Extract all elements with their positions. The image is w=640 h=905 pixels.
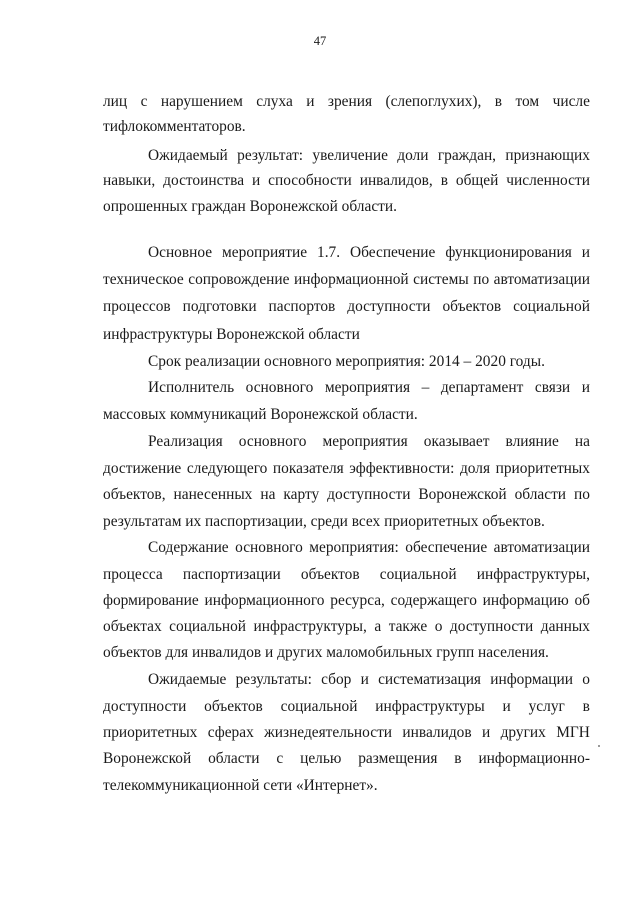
- word: граждан,: [437, 147, 497, 164]
- word: в: [454, 750, 462, 767]
- word: паспортизации: [182, 566, 281, 583]
- word: о: [434, 618, 443, 635]
- word: Обеспечение: [350, 244, 436, 261]
- word: размещения: [358, 750, 438, 767]
- word: Основное: [148, 244, 213, 261]
- word: объектов: [300, 566, 360, 583]
- word: инвалидов: [402, 724, 472, 741]
- word: с: [276, 750, 284, 767]
- word: социальной: [513, 298, 590, 315]
- word: основного: [245, 379, 314, 396]
- word: информацию: [482, 592, 569, 609]
- word: инфраструктуры,: [253, 618, 367, 635]
- line-text: тифлокомментаторов.: [103, 118, 246, 135]
- word: навыки,: [103, 172, 156, 189]
- word: социальной: [379, 566, 457, 583]
- page-number: 47: [313, 34, 327, 48]
- word: мероприятия:: [309, 539, 399, 556]
- word: доступности: [449, 618, 534, 635]
- word: и: [251, 172, 261, 189]
- word: объектов: [204, 698, 263, 715]
- word: признающих: [505, 147, 590, 164]
- word: области: [514, 486, 567, 503]
- word: нарушением: [160, 93, 243, 110]
- word: техническое: [103, 271, 184, 288]
- word: достижение: [103, 460, 182, 477]
- word: услуг: [528, 698, 565, 715]
- word: объектов,: [103, 486, 166, 503]
- word: паспортов: [268, 298, 336, 315]
- word: мероприятия: [322, 433, 408, 450]
- word: и: [502, 698, 511, 715]
- word: содержащего: [390, 592, 477, 609]
- word: процесса: [103, 566, 163, 583]
- word: с: [140, 93, 148, 110]
- word: автоматизации: [493, 539, 590, 556]
- word: области: [208, 750, 260, 767]
- word: ресурса,: [330, 592, 385, 609]
- word: Ожидаемый: [148, 147, 228, 164]
- word: о: [582, 671, 590, 688]
- word: на: [260, 486, 276, 503]
- word: также: [388, 618, 428, 635]
- word: информационной: [293, 271, 409, 288]
- word: автоматизации: [493, 271, 590, 288]
- word: объектах: [103, 618, 162, 635]
- word: обеспечение: [405, 539, 488, 556]
- word: систематизация: [378, 671, 482, 688]
- word: оказывает: [423, 433, 490, 450]
- word: инфраструктуры: [375, 698, 485, 715]
- word: нанесенных: [173, 486, 253, 503]
- word: информационного: [204, 592, 325, 609]
- word: а: [374, 618, 382, 635]
- line-text: инфраструктуры Воронежской области: [103, 326, 360, 343]
- word: зрения: [327, 93, 373, 110]
- word: и: [360, 671, 369, 688]
- word: сбор: [321, 671, 352, 688]
- word: увеличение: [312, 147, 388, 164]
- word: приоритетных: [495, 460, 590, 477]
- word: в: [494, 93, 503, 110]
- word: мероприятия: [324, 379, 411, 396]
- word: по: [473, 271, 490, 288]
- word: департамент: [440, 379, 524, 396]
- word: доля: [459, 460, 491, 477]
- word: слуха: [256, 93, 293, 110]
- word: том: [515, 93, 540, 110]
- word: в: [440, 172, 448, 189]
- word: МГН: [556, 724, 590, 741]
- word: на: [574, 433, 590, 450]
- word: следующего: [186, 460, 268, 477]
- word: Исполнитель: [148, 379, 235, 396]
- word: мероприятие: [222, 244, 308, 261]
- word: общей: [455, 172, 499, 189]
- word: связи: [534, 379, 571, 396]
- line-text: массовых коммуникаций Воронежской области.: [103, 406, 418, 423]
- word: других: [500, 724, 546, 741]
- line-text: телекоммуникационной сети «Интернет».: [103, 777, 378, 794]
- word: Реализация: [148, 433, 223, 450]
- word: достоинства: [163, 172, 245, 189]
- word: –: [421, 379, 430, 396]
- word: влияние: [505, 433, 559, 450]
- word: и: [306, 93, 315, 110]
- word: основного: [238, 433, 307, 450]
- word: способности: [268, 172, 352, 189]
- word: социальной: [169, 618, 247, 635]
- word: 1.7.: [317, 244, 341, 261]
- word: объектов: [442, 298, 502, 315]
- line-text: Срок реализации основного мероприятия: 2014 – 2020 годы.: [148, 353, 545, 370]
- word: социальной: [280, 698, 358, 715]
- word: доступности: [347, 298, 431, 315]
- word: сферах: [207, 724, 254, 741]
- word: Воронежской: [418, 486, 507, 503]
- word: результат:: [237, 147, 304, 164]
- word: и: [581, 244, 590, 261]
- word: и: [481, 724, 491, 741]
- scan-artifact-dot: [598, 745, 600, 747]
- word: Ожидаемые: [148, 671, 227, 688]
- line-text: опрошенных граждан Воронежской области.: [103, 198, 397, 215]
- word: сопровождение: [188, 271, 290, 288]
- word: основного: [235, 539, 303, 556]
- word: доступности: [327, 486, 411, 503]
- word: функционирования: [445, 244, 572, 261]
- word: данных: [540, 618, 590, 635]
- word: Воронежской: [103, 750, 192, 767]
- word: системы: [413, 271, 469, 288]
- word: (слепоглухих),: [385, 93, 482, 110]
- word: результаты:: [235, 671, 312, 688]
- line-text: объектов для инвалидов и других маломобильных групп населения.: [103, 644, 549, 661]
- word: по: [573, 486, 590, 503]
- word: показателя: [272, 460, 344, 477]
- word: в: [582, 698, 590, 715]
- word: эффективности:: [349, 460, 455, 477]
- word: формирование: [103, 592, 199, 609]
- word: карту: [283, 486, 320, 503]
- word: и: [581, 379, 590, 396]
- word: информации: [490, 671, 574, 688]
- word: подготовки: [182, 298, 257, 315]
- word: приоритетных: [103, 724, 198, 741]
- word: Содержание: [148, 539, 229, 556]
- word: инфраструктуры,: [476, 566, 590, 583]
- word: числе: [552, 93, 590, 110]
- word: процессов: [103, 298, 171, 315]
- line-text: результатам их паспортизации, среди всех приоритетных объектов.: [103, 513, 545, 530]
- word: информационно-: [478, 750, 590, 767]
- word: численности: [506, 172, 590, 189]
- word: доли: [397, 147, 429, 164]
- word: об: [574, 592, 590, 609]
- word: целью: [300, 750, 342, 767]
- word: доступности: [103, 698, 187, 715]
- word: жизнедеятельности: [264, 724, 393, 741]
- word: лиц: [103, 93, 128, 110]
- word: инвалидов,: [359, 172, 433, 189]
